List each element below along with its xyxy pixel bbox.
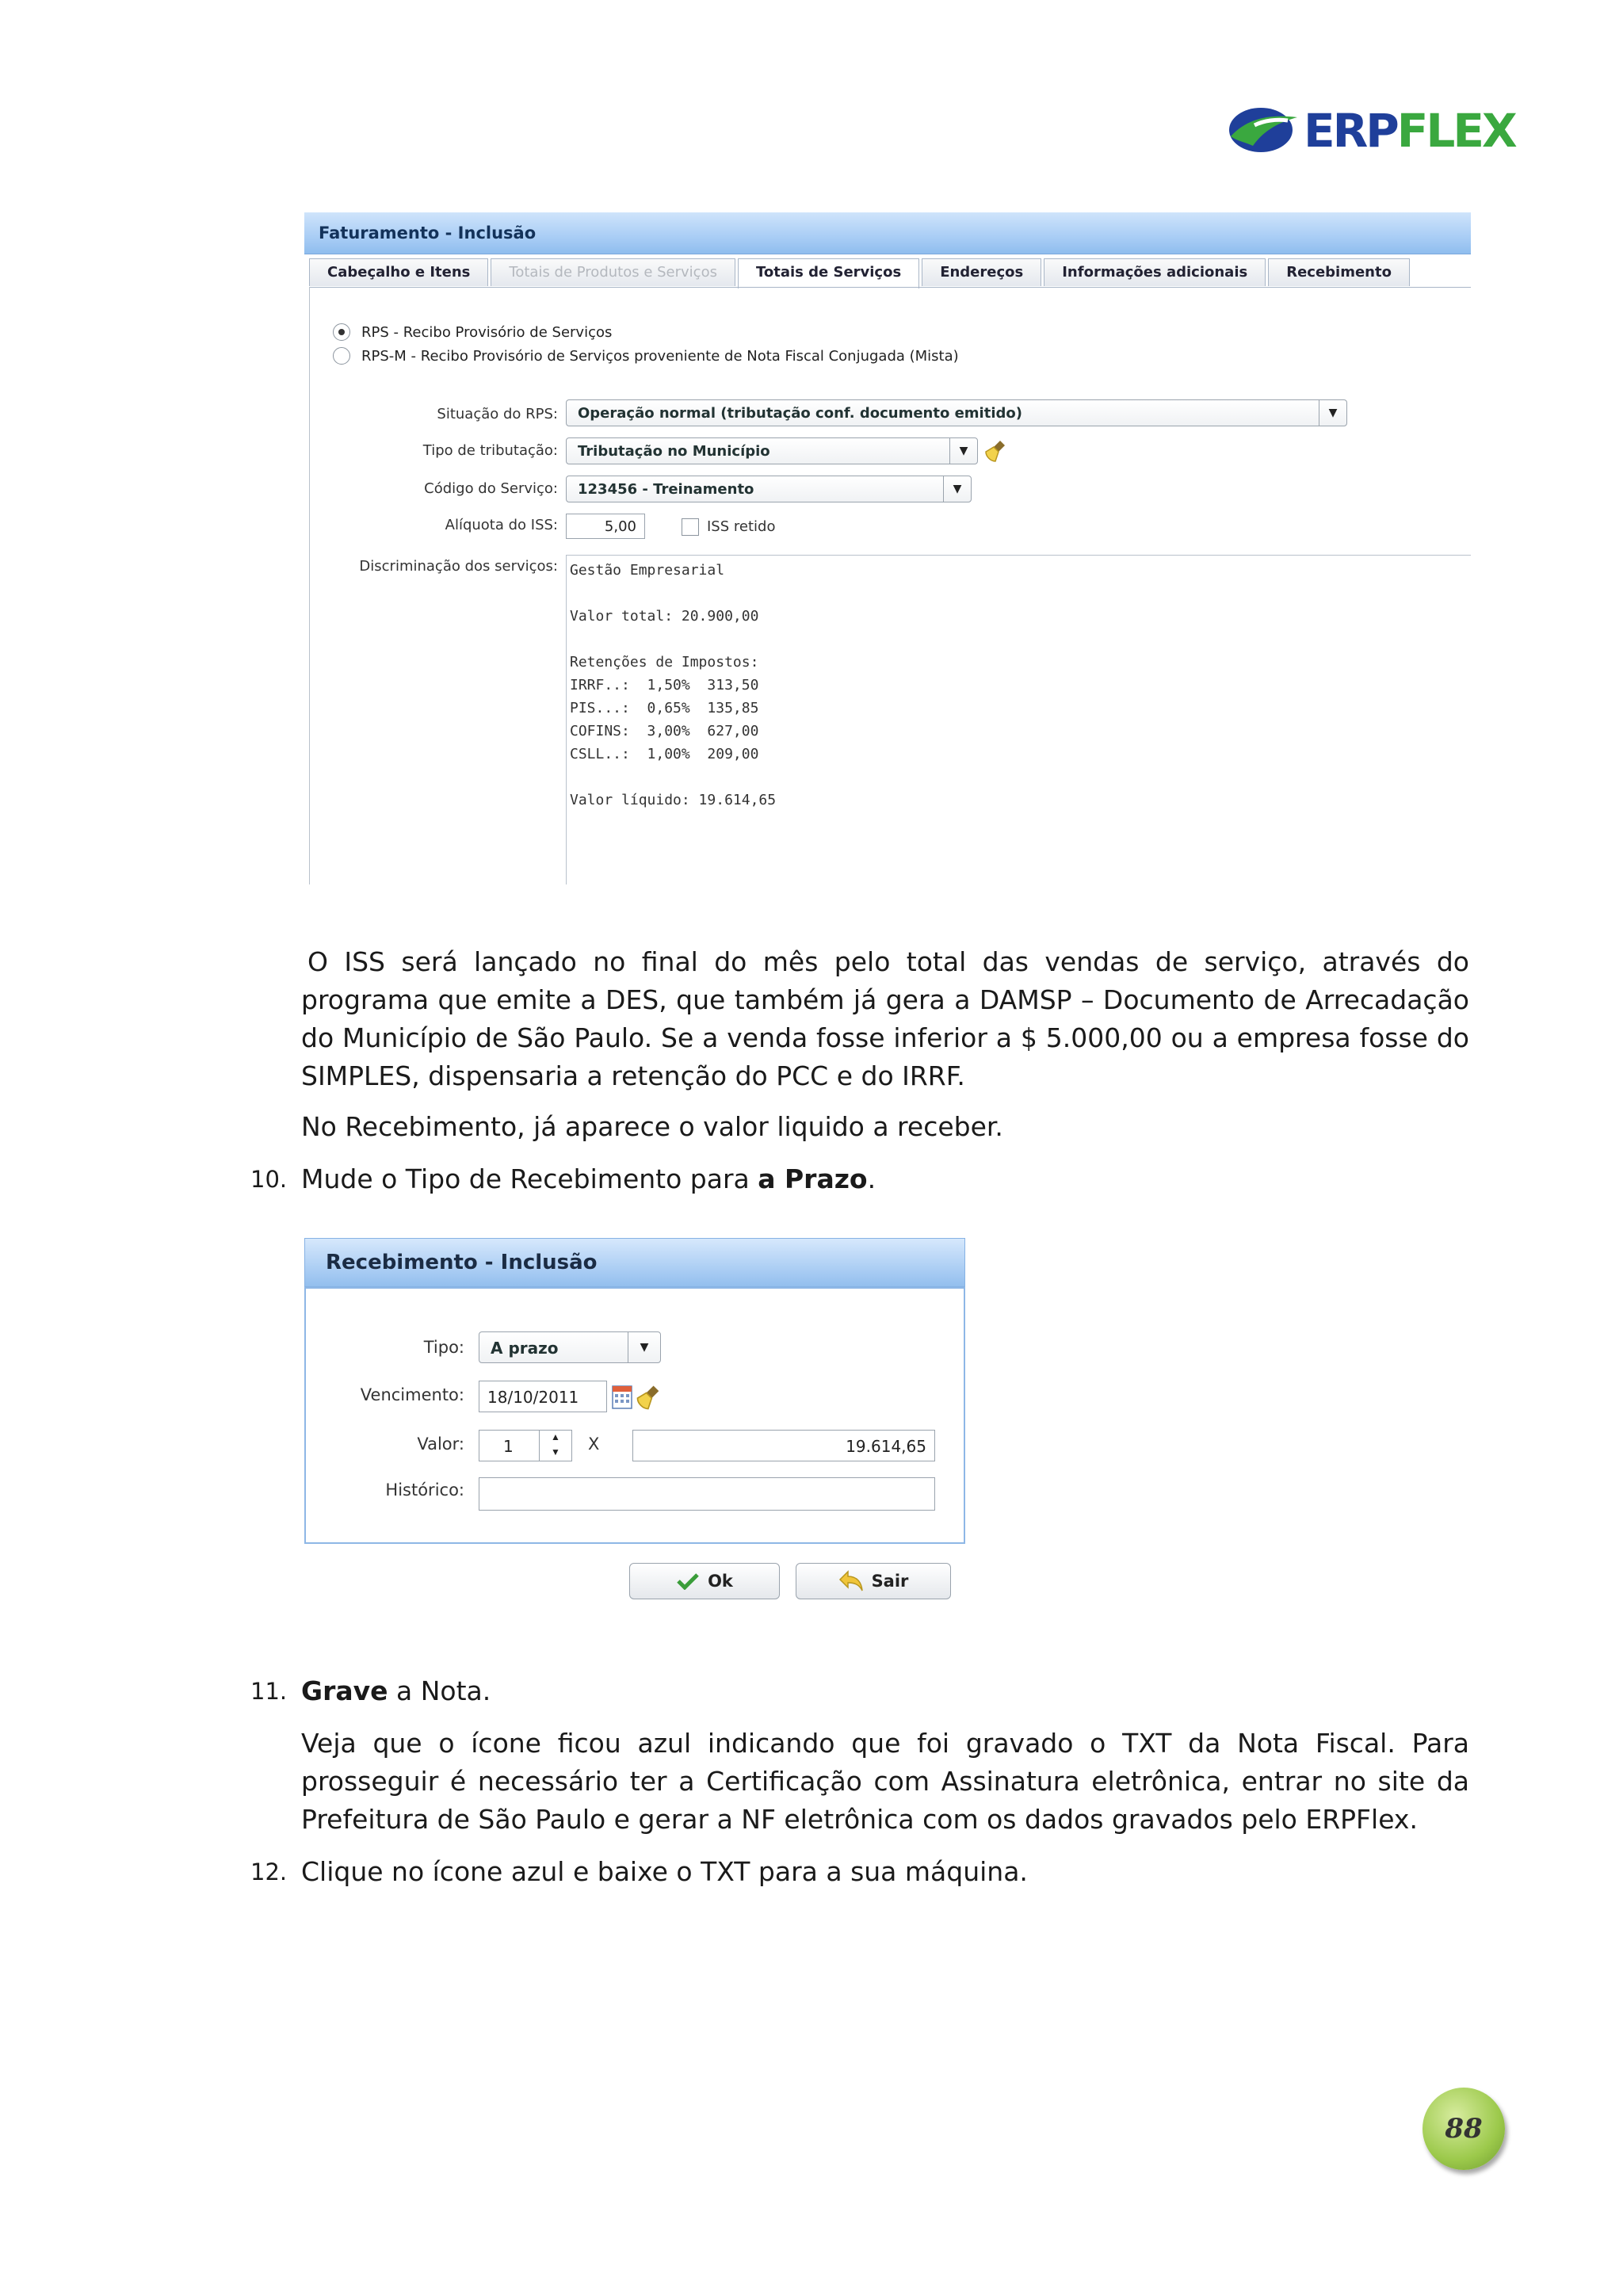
page-number: 88 (1445, 2113, 1483, 2145)
item10-text: Mude o Tipo de Recebimento para (301, 1163, 758, 1194)
window-title: Faturamento - Inclusão (304, 212, 1471, 254)
clear-broom-icon[interactable] (983, 437, 1010, 464)
item10-bold: a Prazo (758, 1163, 868, 1194)
radio-button-selected[interactable] (333, 323, 350, 341)
situacao-value: Operação normal (tributação conf. documento emitido) (578, 405, 1022, 422)
chevron-down-icon[interactable]: ▼ (1319, 400, 1346, 426)
faturamento-window (304, 212, 1471, 884)
iss-retido-label: ISS retido (707, 518, 776, 535)
tipo-label: Tipo: (423, 1338, 464, 1357)
tab-totais-produtos-servicos: Totais de Produtos e Serviços (491, 258, 735, 286)
historico-input[interactable] (479, 1477, 935, 1511)
vencimento-input[interactable]: 18/10/2011 (479, 1381, 607, 1412)
tab-bar (309, 258, 1410, 287)
tipo-select[interactable] (479, 1331, 661, 1363)
discriminacao-textarea[interactable] (566, 555, 1471, 884)
list-number-10: 10. (250, 1166, 288, 1193)
list-item-11 (301, 1672, 491, 1710)
recebimento-panel (304, 1287, 965, 1544)
paragraph-icone-azul: Veja que o ícone ficou azul indicando que foi gravado o TXT da Nota Fiscal. Para prosseguir é necessário ter a Certificação com Assinatura eletrônica, entrar no site da Prefeitura de São Paulo e gerar a NF eletrônica com os dados gravados pelo ERPFlex. (301, 1728, 1469, 1835)
codigo-servico-value: 123456 - Treinamento (578, 481, 754, 498)
situacao-label: Situação do RPS: (437, 406, 558, 422)
swoosh-logo-icon (1224, 101, 1300, 159)
situacao-select[interactable] (566, 399, 1347, 426)
discriminacao-text: Gestão Empresarial Valor total: 20.900,00 Retenções de Impostos: IRRF..: 1,50% 313,50 PIS...: 0,65% 135,85 COFINS: 3,00% 627,00 CSLL..: 1,00% 209,00 Valor líquido: 19.614,65 (570, 562, 777, 808)
chevron-down-icon[interactable]: ▼ (943, 476, 971, 502)
sair-button[interactable] (796, 1563, 951, 1599)
valor-qty-value: 1 (503, 1437, 514, 1456)
paragraph-recebimento: No Recebimento, já aparece o valor liquido a receber. (301, 1111, 1003, 1142)
list-number-12: 12. (250, 1859, 288, 1885)
valor-amount-input[interactable]: 19.614,65 (632, 1430, 935, 1461)
window-title: Recebimento - Inclusão (304, 1238, 965, 1287)
radio-button[interactable] (333, 347, 350, 365)
tipo-tributacao-select[interactable] (566, 437, 978, 464)
radio-rps-m[interactable] (333, 346, 959, 366)
tipo-value: A prazo (491, 1339, 559, 1358)
aliquota-label: Alíquota do ISS: (445, 517, 558, 533)
tab-recebimento[interactable]: Recebimento (1268, 258, 1410, 286)
historico-label: Histórico: (385, 1480, 464, 1499)
item11-text: a Nota. (388, 1675, 491, 1706)
iss-retido-checkbox[interactable] (682, 518, 699, 536)
tipo-tributacao-label: Tipo de tributação: (422, 442, 558, 459)
tab-informacoes-adicionais[interactable]: Informações adicionais (1044, 258, 1266, 286)
ok-label: Ok (708, 1572, 733, 1591)
list-item-12: Clique no ícone azul e baixe o TXT para a sua máquina. (301, 1856, 1028, 1887)
clear-broom-icon[interactable] (634, 1382, 664, 1412)
tab-cabecalho-itens[interactable]: Cabeçalho e Itens (309, 258, 488, 286)
paragraph-iss: O ISS será lançado no final do mês pelo total das vendas de serviço, através do programa que emite a DES, que também já gera a DAMSP – Documento de Arrecadação do Município de São Paulo. Se a venda fosse inferior a $ 5.000,00 ou a empresa fosse do SIMPLES, dispensaria a retenção do PCC e do IRRF. (301, 946, 1469, 1091)
valor-label: Valor: (417, 1435, 464, 1454)
chevron-down-icon[interactable]: ▼ (551, 1446, 560, 1457)
chevron-down-icon[interactable]: ▼ (628, 1332, 660, 1362)
sair-label: Sair (871, 1572, 909, 1591)
list-item-10 (301, 1160, 876, 1198)
valor-multiply-sign: X (588, 1435, 600, 1454)
stepper-arrows[interactable] (539, 1430, 571, 1461)
radio-rps-label: RPS - Recibo Provisório de Serviços (361, 323, 613, 341)
vencimento-label: Vencimento: (360, 1385, 464, 1404)
chevron-up-icon[interactable]: ▲ (551, 1431, 560, 1442)
radio-rps-m-label: RPS-M - Recibo Provisório de Serviços proveniente de Nota Fiscal Conjugada (Mista) (361, 347, 959, 365)
ok-button[interactable] (629, 1563, 780, 1599)
list-number-11: 11. (250, 1678, 288, 1705)
codigo-servico-select[interactable] (566, 476, 972, 502)
codigo-servico-label: Código do Serviço: (424, 480, 558, 497)
aliquota-input[interactable]: 5,00 (566, 514, 645, 539)
page-number-badge (1423, 2088, 1505, 2170)
calendar-icon[interactable] (612, 1384, 632, 1409)
recebimento-window (304, 1238, 965, 1620)
tipo-tributacao-value: Tributação no Município (578, 443, 770, 460)
item10-post: . (867, 1163, 876, 1194)
radio-rps[interactable] (333, 322, 612, 342)
erpflex-logo (1224, 98, 1515, 162)
back-arrow-icon (838, 1570, 864, 1592)
tab-totais-servicos[interactable]: Totais de Serviços (738, 258, 919, 288)
logo-text-erp: ERP (1304, 104, 1397, 158)
tab-enderecos[interactable]: Endereços (922, 258, 1041, 286)
discriminacao-label: Discriminação dos serviços: (359, 558, 558, 575)
chevron-down-icon[interactable]: ▼ (949, 438, 977, 464)
checkmark-icon (676, 1572, 700, 1590)
item11-bold: Grave (301, 1675, 388, 1706)
logo-text-flex: FLEX (1396, 104, 1515, 158)
